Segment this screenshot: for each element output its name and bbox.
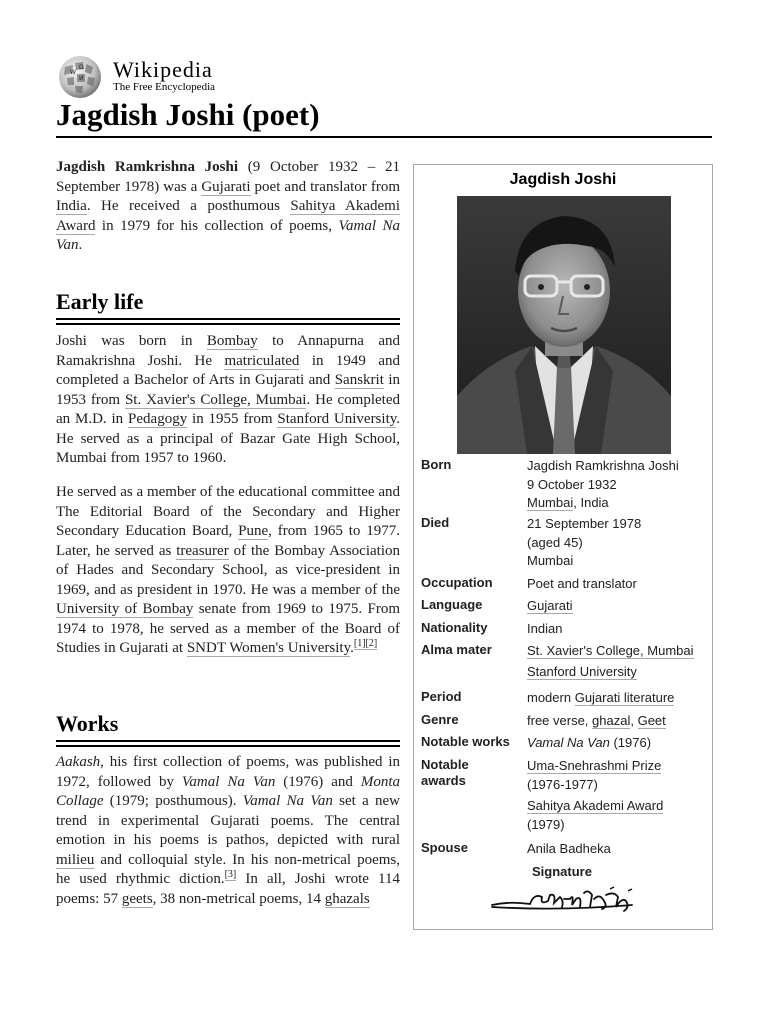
signature-label: Signature xyxy=(532,864,592,879)
body-text: of the Bombay Association of Hades and Secondary School, as vice-president in 1969, and as president in 1970. He was a member of the xyxy=(56,542,400,598)
wordmark-tagline: The Free Encyclopedia xyxy=(113,80,216,93)
infobox-label: Spouse xyxy=(421,840,468,855)
body-text: Joshi was born in xyxy=(56,333,207,349)
infobox-value xyxy=(527,757,711,834)
wikipedia-globe-icon xyxy=(55,53,105,99)
lead-text: poet and translator from xyxy=(250,178,400,195)
notable-work-year: (1976) xyxy=(609,735,652,750)
svg-text:Ω: Ω xyxy=(79,64,84,71)
infobox-label: Occupation xyxy=(421,575,493,590)
link-pune[interactable]: Pune xyxy=(238,523,269,539)
body-text: in 1949 and completed a Bachelor of Arts in Gujarati and xyxy=(56,352,400,388)
link-st-xaviers-college[interactable]: St. Xavier's College, Mumbai xyxy=(124,391,307,408)
lead-text: . He received a posthumous xyxy=(86,198,291,214)
genre-text: free verse, xyxy=(527,713,593,728)
award-year: (1979) xyxy=(527,816,565,832)
svg-text:И: И xyxy=(79,75,84,82)
svg-text:W: W xyxy=(70,69,76,76)
work-title: Aakash xyxy=(56,754,101,770)
link-sahitya-akademi-award[interactable]: Sahitya Akademi Award xyxy=(56,198,400,234)
infobox-value xyxy=(527,642,711,681)
infobox-label: Born xyxy=(421,457,452,472)
infobox-value xyxy=(527,515,711,571)
body-text: . xyxy=(350,640,354,656)
infobox-label: Notable awards xyxy=(421,757,469,788)
reference-link[interactable]: [3] xyxy=(224,869,237,880)
link-gujarati-language[interactable]: Gujarati xyxy=(527,598,573,613)
work-title: Vamal Na Van xyxy=(181,773,276,790)
subject-name: Jagdish Ramkrishna Joshi xyxy=(56,159,239,175)
infobox-value xyxy=(527,597,711,616)
body-text: . He completed an M.D. in xyxy=(56,391,400,427)
infobox-value xyxy=(527,734,711,753)
work-title: Monta Collage xyxy=(56,773,400,809)
link-treasurer[interactable]: treasurer xyxy=(176,542,229,559)
link-ghazals[interactable]: ghazals xyxy=(324,890,370,907)
signature-image[interactable] xyxy=(490,885,636,919)
body-text: , from 1965 to 1977. Later, he served as xyxy=(56,523,401,559)
born-name: Jagdish Ramkrishna Joshi xyxy=(527,458,679,473)
body-text: (1979; posthumous). xyxy=(103,793,243,809)
link-gujarati[interactable]: Gujarati xyxy=(201,178,251,195)
infobox-label: Died xyxy=(421,515,450,530)
link-university-of-bombay[interactable]: University of Bombay xyxy=(56,601,194,617)
portrait-image xyxy=(457,196,671,454)
body-text: , his first collection of poems, was published in 1972, followed by xyxy=(56,754,400,790)
link-stanford-university-infobox[interactable]: Stanford University xyxy=(527,663,637,679)
wordmark-title: Wikipedia xyxy=(113,56,213,82)
link-sanskrit[interactable]: Sanskrit xyxy=(334,372,384,388)
heading-works: Works xyxy=(56,711,119,736)
link-pedagogy[interactable]: Pedagogy xyxy=(128,411,188,427)
died-place: Mumbai xyxy=(527,553,574,569)
reference-link[interactable]: [1][2] xyxy=(353,638,378,649)
infobox-value xyxy=(527,689,711,708)
infobox-label: Notable works xyxy=(421,734,510,749)
link-mumbai[interactable]: Mumbai xyxy=(527,495,574,511)
early-life-paragraph-1 xyxy=(56,332,400,469)
body-text: . He served as a principal of Bazar Gate High School, Mumbai from 1957 to 1960. xyxy=(56,411,401,466)
infobox-value: Poet and translator xyxy=(527,576,637,591)
infobox-label: Alma mater xyxy=(421,642,492,657)
link-stanford-university[interactable]: Stanford University xyxy=(277,411,397,427)
born-date: 9 October 1932 xyxy=(527,476,617,492)
section-divider xyxy=(56,318,400,325)
link-ghazal[interactable]: ghazal xyxy=(592,713,631,728)
body-text: to Annapurna and Ramakrishna Joshi. He xyxy=(56,333,400,369)
genre-separator: , xyxy=(630,713,638,728)
link-gujarati-literature[interactable]: Gujarati literature xyxy=(574,690,675,705)
body-text: He served as a member of the educational committee and The Editorial Board of the Secondary and Higher Secondary Education Board, xyxy=(56,484,400,539)
body-text: (1976) and xyxy=(275,773,361,790)
link-bombay[interactable]: Bombay xyxy=(206,333,258,349)
infobox-label: Period xyxy=(421,689,462,704)
infobox-label: Language xyxy=(421,597,483,612)
body-text: In all, Joshi wrote 114 poems: 57 xyxy=(56,871,401,907)
link-milieu[interactable]: milieu xyxy=(56,851,95,868)
link-geets[interactable]: geets xyxy=(121,890,153,907)
title-divider xyxy=(56,136,712,138)
died-age: (aged 45) xyxy=(527,534,583,550)
page-title: Jagdish Joshi (poet) xyxy=(56,97,320,132)
heading-early-life: Early life xyxy=(56,289,144,314)
link-st-xaviers-college-infobox[interactable]: St. Xavier's College, Mumbai xyxy=(527,643,694,658)
infobox-value xyxy=(527,457,711,513)
section-divider xyxy=(56,740,400,747)
works-paragraph-1 xyxy=(56,753,400,909)
body-text: in 1955 from xyxy=(187,411,278,427)
link-uma-snehrashmi-prize[interactable]: Uma-Snehrashmi Prize xyxy=(527,758,662,773)
lead-text: (9 October 1932 – 21 September 1978) was a xyxy=(56,159,400,195)
work-title: Vamal Na Van xyxy=(56,217,400,253)
wikipedia-wordmark[interactable] xyxy=(55,53,215,99)
body-text: , 38 non-metrical poems, 14 xyxy=(152,890,325,907)
infobox-title: Jagdish Joshi xyxy=(509,171,617,188)
lead-paragraph xyxy=(56,158,400,256)
award-years: (1976-1977) xyxy=(527,776,598,792)
infobox-value: Indian xyxy=(527,621,563,636)
notable-work-title: Vamal Na Van xyxy=(527,735,610,750)
link-matriculated[interactable]: matriculated xyxy=(224,352,300,369)
link-sndt-womens-university[interactable]: SNDT Women's University xyxy=(186,640,351,656)
body-text: set a new trend in experimental Gujarati poems. The central emotion in his poems is pathos, depicted with rural xyxy=(56,793,400,848)
period-text: modern xyxy=(527,690,575,705)
portrait-photo[interactable] xyxy=(457,196,671,454)
infobox-label: Genre xyxy=(421,712,459,727)
lead-text: . xyxy=(78,237,83,253)
early-life-paragraph-2 xyxy=(56,483,400,659)
link-geet[interactable]: Geet xyxy=(637,713,666,728)
lead-text: in 1979 for his collection of poems, xyxy=(95,217,339,234)
infobox-value: Anila Badheka xyxy=(527,841,611,856)
body-text: senate from 1969 to 1975. From 1974 to 1978, he served as a member of the Board of Studies in Gujarati at xyxy=(56,601,401,656)
infobox xyxy=(413,164,713,930)
body-text: and colloquial style. In his non-metrical poems, he used rhythmic diction. xyxy=(56,851,400,887)
work-title: Vamal Na Van xyxy=(242,793,333,809)
link-sahitya-akademi-award-infobox[interactable]: Sahitya Akademi Award xyxy=(527,798,664,814)
infobox-value xyxy=(527,712,711,731)
link-india[interactable]: India xyxy=(56,198,87,214)
infobox-label: Nationality xyxy=(421,620,488,635)
died-date: 21 September 1978 xyxy=(527,516,642,531)
born-place: , India xyxy=(573,495,609,511)
body-text: in 1953 from xyxy=(56,372,400,408)
